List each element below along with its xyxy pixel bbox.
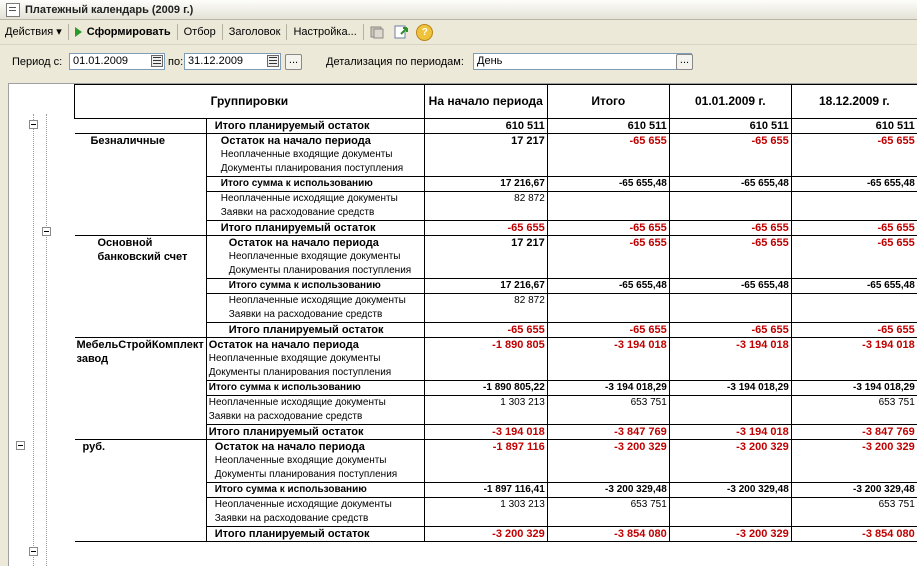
calendar-icon[interactable] [267,55,279,67]
help-icon: ? [416,24,433,41]
row-name: Заявки на расходование средств [206,512,424,527]
value-cell: 17 216,67 [424,177,547,192]
value-cell [547,352,669,366]
generate-button[interactable] [70,22,176,42]
value-cell: -1 897 116,41 [424,483,547,498]
settings-button[interactable]: Настройка... [288,22,361,42]
row-name: Остаток на начало периода [206,338,424,353]
header-start-period: На начало периода [424,85,547,119]
row-name: Итого сумма к использованию [206,483,424,498]
value-cell [424,352,547,366]
value-cell [669,454,791,468]
value-cell [791,512,917,527]
toolbar-separator [286,24,287,40]
value-cell: 82 872 [424,192,547,207]
period-to-value: 31.12.2009 [188,55,243,67]
value-cell [424,148,547,162]
value-cell: 653 751 [547,498,669,513]
value-cell: 1 303 213 [424,396,547,411]
filter-button[interactable]: Отбор [179,22,221,42]
value-cell: -3 854 080 [791,527,917,542]
window-titlebar [0,0,917,20]
group-title: МебельСтройКомплект завод [75,338,207,440]
group-title: Основной банковский счет [75,236,207,338]
header-button[interactable]: Заголовок [224,22,286,42]
value-cell: -3 194 018,29 [547,381,669,396]
row-name: Итого планируемый остаток [206,119,424,134]
value-cell: -65 655 [547,134,669,149]
value-cell: 82 872 [424,294,547,309]
detail-label: Детализация по периодам: [326,56,464,68]
value-cell: 610 511 [547,119,669,134]
value-cell: 17 216,67 [424,279,547,294]
value-cell: -3 194 018 [669,338,791,353]
report-table [74,84,917,542]
value-cell: -3 847 769 [547,425,669,440]
collapse-icon[interactable] [42,227,51,236]
value-cell: -3 200 329 [547,440,669,455]
value-cell [669,192,791,207]
value-cell [791,410,917,425]
calendar-icon[interactable] [151,55,163,67]
value-cell [669,264,791,279]
tree-line [33,114,35,566]
value-cell [791,366,917,381]
value-cell: -3 200 329,48 [547,483,669,498]
value-cell: -65 655,48 [669,279,791,294]
help-button[interactable] [416,23,434,41]
toolbar-separator [363,24,364,40]
row-name: Неоплаченные входящие документы [206,250,424,264]
value-cell [669,468,791,483]
row-name: Неоплаченные входящие документы [206,352,424,366]
value-cell: -3 200 329,48 [669,483,791,498]
row-name: Остаток на начало периода [206,236,424,251]
value-cell: 653 751 [547,396,669,411]
value-cell [669,498,791,513]
value-cell [547,162,669,177]
group-cell [75,119,207,134]
report-icon [6,3,20,17]
collapse-icon[interactable] [16,441,25,450]
value-cell [669,352,791,366]
toolbar-separator [177,24,178,40]
table-row [75,440,917,455]
actions-label: Действия [5,26,53,38]
dropdown-arrow-icon: ▾ [56,26,62,38]
value-cell [547,512,669,527]
value-cell [424,264,547,279]
row-name: Заявки на расходование средств [206,308,424,323]
value-cell: -1 897 116 [424,440,547,455]
value-cell: 610 511 [791,119,917,134]
actions-menu[interactable] [0,22,67,42]
row-name: Неоплаченные входящие документы [206,454,424,468]
value-cell [669,396,791,411]
value-cell [547,250,669,264]
table-row [75,338,917,353]
value-cell: -65 655 [791,221,917,236]
header-row [75,85,917,119]
period-from-value: 01.01.2009 [73,55,128,67]
value-cell [669,206,791,221]
value-cell [424,308,547,323]
value-cell [669,250,791,264]
value-cell [424,206,547,221]
value-cell [791,162,917,177]
value-cell: -3 194 018,29 [791,381,917,396]
detail-value: День [477,55,502,67]
value-cell [424,454,547,468]
value-cell [424,512,547,527]
value-cell: -65 655 [791,134,917,149]
value-cell [669,410,791,425]
value-cell: -65 655,48 [791,177,917,192]
value-cell: -65 655,48 [547,177,669,192]
value-cell: -3 847 769 [791,425,917,440]
value-cell [791,352,917,366]
tree-line [46,114,48,566]
value-cell [669,308,791,323]
value-cell: -65 655,48 [547,279,669,294]
value-cell: -3 200 329,48 [791,483,917,498]
value-cell: -65 655,48 [669,177,791,192]
value-cell [547,192,669,207]
value-cell [424,162,547,177]
value-cell: -1 890 805,22 [424,381,547,396]
value-cell: -3 854 080 [547,527,669,542]
value-cell: 17 217 [424,134,547,149]
value-cell: -3 194 018 [791,338,917,353]
value-cell [424,366,547,381]
play-icon [75,27,82,37]
row-name: Итого планируемый остаток [206,527,424,542]
value-cell: -65 655 [424,323,547,338]
value-cell: 653 751 [791,396,917,411]
row-name: Неоплаченные исходящие документы [206,396,424,411]
value-cell [424,468,547,483]
period-to-label: по: [168,56,183,68]
value-cell: 610 511 [424,119,547,134]
row-name: Неоплаченные входящие документы [206,148,424,162]
row-name: Остаток на начало периода [206,134,424,149]
row-name: Итого планируемый остаток [206,425,424,440]
header-date-2: 18.12.2009 г. [791,85,917,119]
value-cell [791,294,917,309]
value-cell [547,366,669,381]
value-cell: -1 890 805 [424,338,547,353]
value-cell: -65 655,48 [791,279,917,294]
value-cell: -65 655 [791,236,917,251]
value-cell [669,294,791,309]
period-from-label: Период с: [12,56,62,68]
table-row [75,134,917,149]
detail-input[interactable] [473,53,692,70]
value-cell [669,148,791,162]
detail-select-button[interactable]: ... [676,54,693,70]
value-cell [791,192,917,207]
grouping-gutter [9,84,74,566]
value-cell: 610 511 [669,119,791,134]
value-cell [547,206,669,221]
group-title: Безналичные [75,134,207,236]
value-cell: -65 655 [669,134,791,149]
row-name: Документы планирования поступления [206,264,424,279]
table-row [75,236,917,251]
value-cell [791,264,917,279]
collapse-icon[interactable] [29,547,38,556]
value-cell [669,512,791,527]
group-title: руб. [75,440,207,542]
value-cell [791,454,917,468]
header-groupings: Группировки [75,85,425,119]
value-cell: -65 655 [547,236,669,251]
generate-label: Сформировать [87,26,171,38]
row-name: Документы планирования поступления [206,366,424,381]
value-cell: -3 194 018 [424,425,547,440]
value-cell: -3 194 018 [669,425,791,440]
value-cell [424,250,547,264]
toolbar [0,20,917,45]
value-cell: -3 200 329 [424,527,547,542]
restore-settings-icon[interactable] [392,23,410,41]
row-name: Неоплаченные исходящие документы [206,498,424,513]
value-cell [791,468,917,483]
value-cell [791,250,917,264]
value-cell [547,148,669,162]
value-cell [547,264,669,279]
value-cell [547,468,669,483]
value-cell [669,366,791,381]
value-cell [547,294,669,309]
header-date-1: 01.01.2009 г. [669,85,791,119]
row-name: Итого планируемый остаток [206,221,424,236]
toolbar-separator [222,24,223,40]
value-cell: -65 655 [424,221,547,236]
value-cell [791,148,917,162]
window-title: Платежный календарь (2009 г.) [25,4,193,16]
value-cell: -65 655 [547,323,669,338]
toolbar-separator [68,24,69,40]
save-settings-icon[interactable] [368,23,386,41]
value-cell: -65 655 [669,236,791,251]
value-cell: -65 655 [669,221,791,236]
row-name: Итого сумма к использованию [206,177,424,192]
row-name: Документы планирования поступления [206,162,424,177]
collapse-icon[interactable] [29,120,38,129]
row-name: Заявки на расходование средств [206,206,424,221]
value-cell: 17 217 [424,236,547,251]
row-name: Остаток на начало периода [206,440,424,455]
parameters-panel [0,50,917,74]
value-cell [669,162,791,177]
value-cell: 1 303 213 [424,498,547,513]
value-cell: -3 200 329 [669,440,791,455]
report-area[interactable] [8,83,917,566]
value-cell: -3 200 329 [791,440,917,455]
value-cell [424,410,547,425]
table-row [75,119,917,134]
row-name: Неоплаченные исходящие документы [206,192,424,207]
row-name: Неоплаченные исходящие документы [206,294,424,309]
groups-body [75,134,917,542]
value-cell: -3 194 018,29 [669,381,791,396]
value-cell: -65 655 [791,323,917,338]
value-cell: 653 751 [791,498,917,513]
value-cell: -3 194 018 [547,338,669,353]
value-cell: -3 200 329 [669,527,791,542]
header-total: Итого [547,85,669,119]
row-name: Заявки на расходование средств [206,410,424,425]
value-cell [791,206,917,221]
value-cell [791,308,917,323]
value-cell: -65 655 [669,323,791,338]
value-cell: -65 655 [547,221,669,236]
value-cell [547,308,669,323]
row-name: Итого планируемый остаток [206,323,424,338]
period-select-button[interactable]: ... [285,54,302,70]
row-name: Итого сумма к использованию [206,279,424,294]
row-name: Итого сумма к использованию [206,381,424,396]
row-name: Документы планирования поступления [206,468,424,483]
value-cell [547,410,669,425]
value-cell [547,454,669,468]
